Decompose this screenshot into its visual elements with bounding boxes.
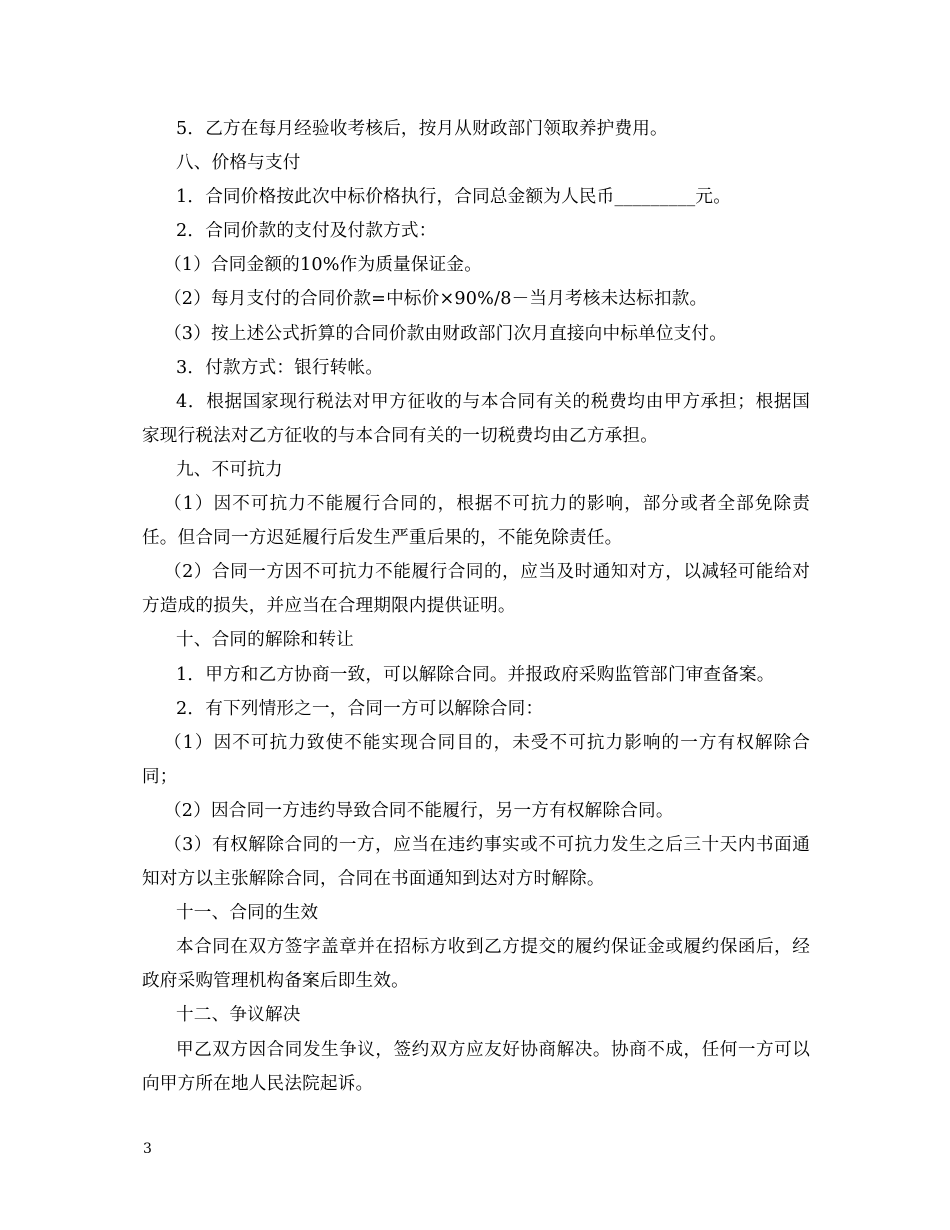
paragraph-termination-force-majeure: （1）因不可抗力致使不能实现合同目的，未受不可抗力影响的一方有权解除合同； bbox=[142, 732, 810, 787]
document-body bbox=[142, 112, 810, 1101]
paragraph-contract-price: 1．合同价格按此次中标价格执行，合同总金额为人民币_________元。 bbox=[176, 187, 732, 208]
paragraph-termination-mutual: 1．甲方和乙方协商一致，可以解除合同。并报政府采购监管部门审查备案。 bbox=[176, 664, 775, 685]
paragraph-monthly-payment: （2）每月支付的合同价款=中标价×90%/8－当月考核未达标扣款。 bbox=[164, 289, 708, 310]
heading-section-8: 八、价格与支付 bbox=[176, 153, 301, 174]
paragraph-termination-breach: （2）因合同一方违约导致合同不能履行，另一方有权解除合同。 bbox=[164, 800, 674, 821]
paragraph-payment-by-finance: （3）按上述公式折算的合同价款由财政部门次月直接向中标单位支付。 bbox=[164, 323, 728, 344]
page-number: 3 bbox=[143, 1141, 152, 1157]
paragraph-force-majeure-2: （2）合同一方因不可抗力不能履行合同的，应当及时通知对方，以减轻可能给对方造成的损失，并应当在合理期限内提供证明。 bbox=[142, 562, 810, 617]
paragraph-taxes: 4．根据国家现行税法对甲方征收的与本合同有关的税费均由甲方承担；根据国家现行税法对乙方征收的与本合同有关的一切税费均由乙方承担。 bbox=[142, 391, 810, 446]
paragraph-payment-method-intro: 2．合同价款的支付及付款方式： bbox=[176, 221, 437, 242]
heading-section-9: 九、不可抗力 bbox=[176, 459, 283, 480]
paragraph-effectiveness: 本合同在双方签字盖章并在招标方收到乙方提交的履约保证金或履约保函后，经政府采购管理机构备案后即生效。 bbox=[142, 937, 810, 992]
paragraph-bank-transfer: 3．付款方式：银行转帐。 bbox=[176, 357, 384, 378]
paragraph-quality-deposit: （1）合同金额的10%作为质量保证金。 bbox=[164, 255, 483, 276]
heading-section-12: 十二、争议解决 bbox=[176, 1005, 301, 1026]
heading-section-11: 十一、合同的生效 bbox=[176, 903, 319, 924]
paragraph-force-majeure-1: （1）因不可抗力不能履行合同的，根据不可抗力的影响，部分或者全部免除责任。但合同一方迟延履行后发生严重后果的，不能免除责任。 bbox=[142, 494, 810, 549]
paragraph-item5-payment-collection: 5．乙方在每月经验收考核后，按月从财政部门领取养护费用。 bbox=[176, 119, 668, 139]
paragraph-termination-notice: （3）有权解除合同的一方，应当在违约事实或不可抗力发生之后三十天内书面通知对方以主张解除合同，合同在书面通知到达对方时解除。 bbox=[142, 834, 810, 890]
heading-section-10: 十、合同的解除和转让 bbox=[176, 630, 354, 651]
paragraph-termination-conditions: 2．有下列情形之一，合同一方可以解除合同： bbox=[176, 698, 544, 719]
paragraph-dispute-resolution: 甲乙双方因合同发生争议，签约双方应友好协商解决。协商不成，任何一方可以向甲方所在地人民法院起诉。 bbox=[142, 1039, 810, 1094]
